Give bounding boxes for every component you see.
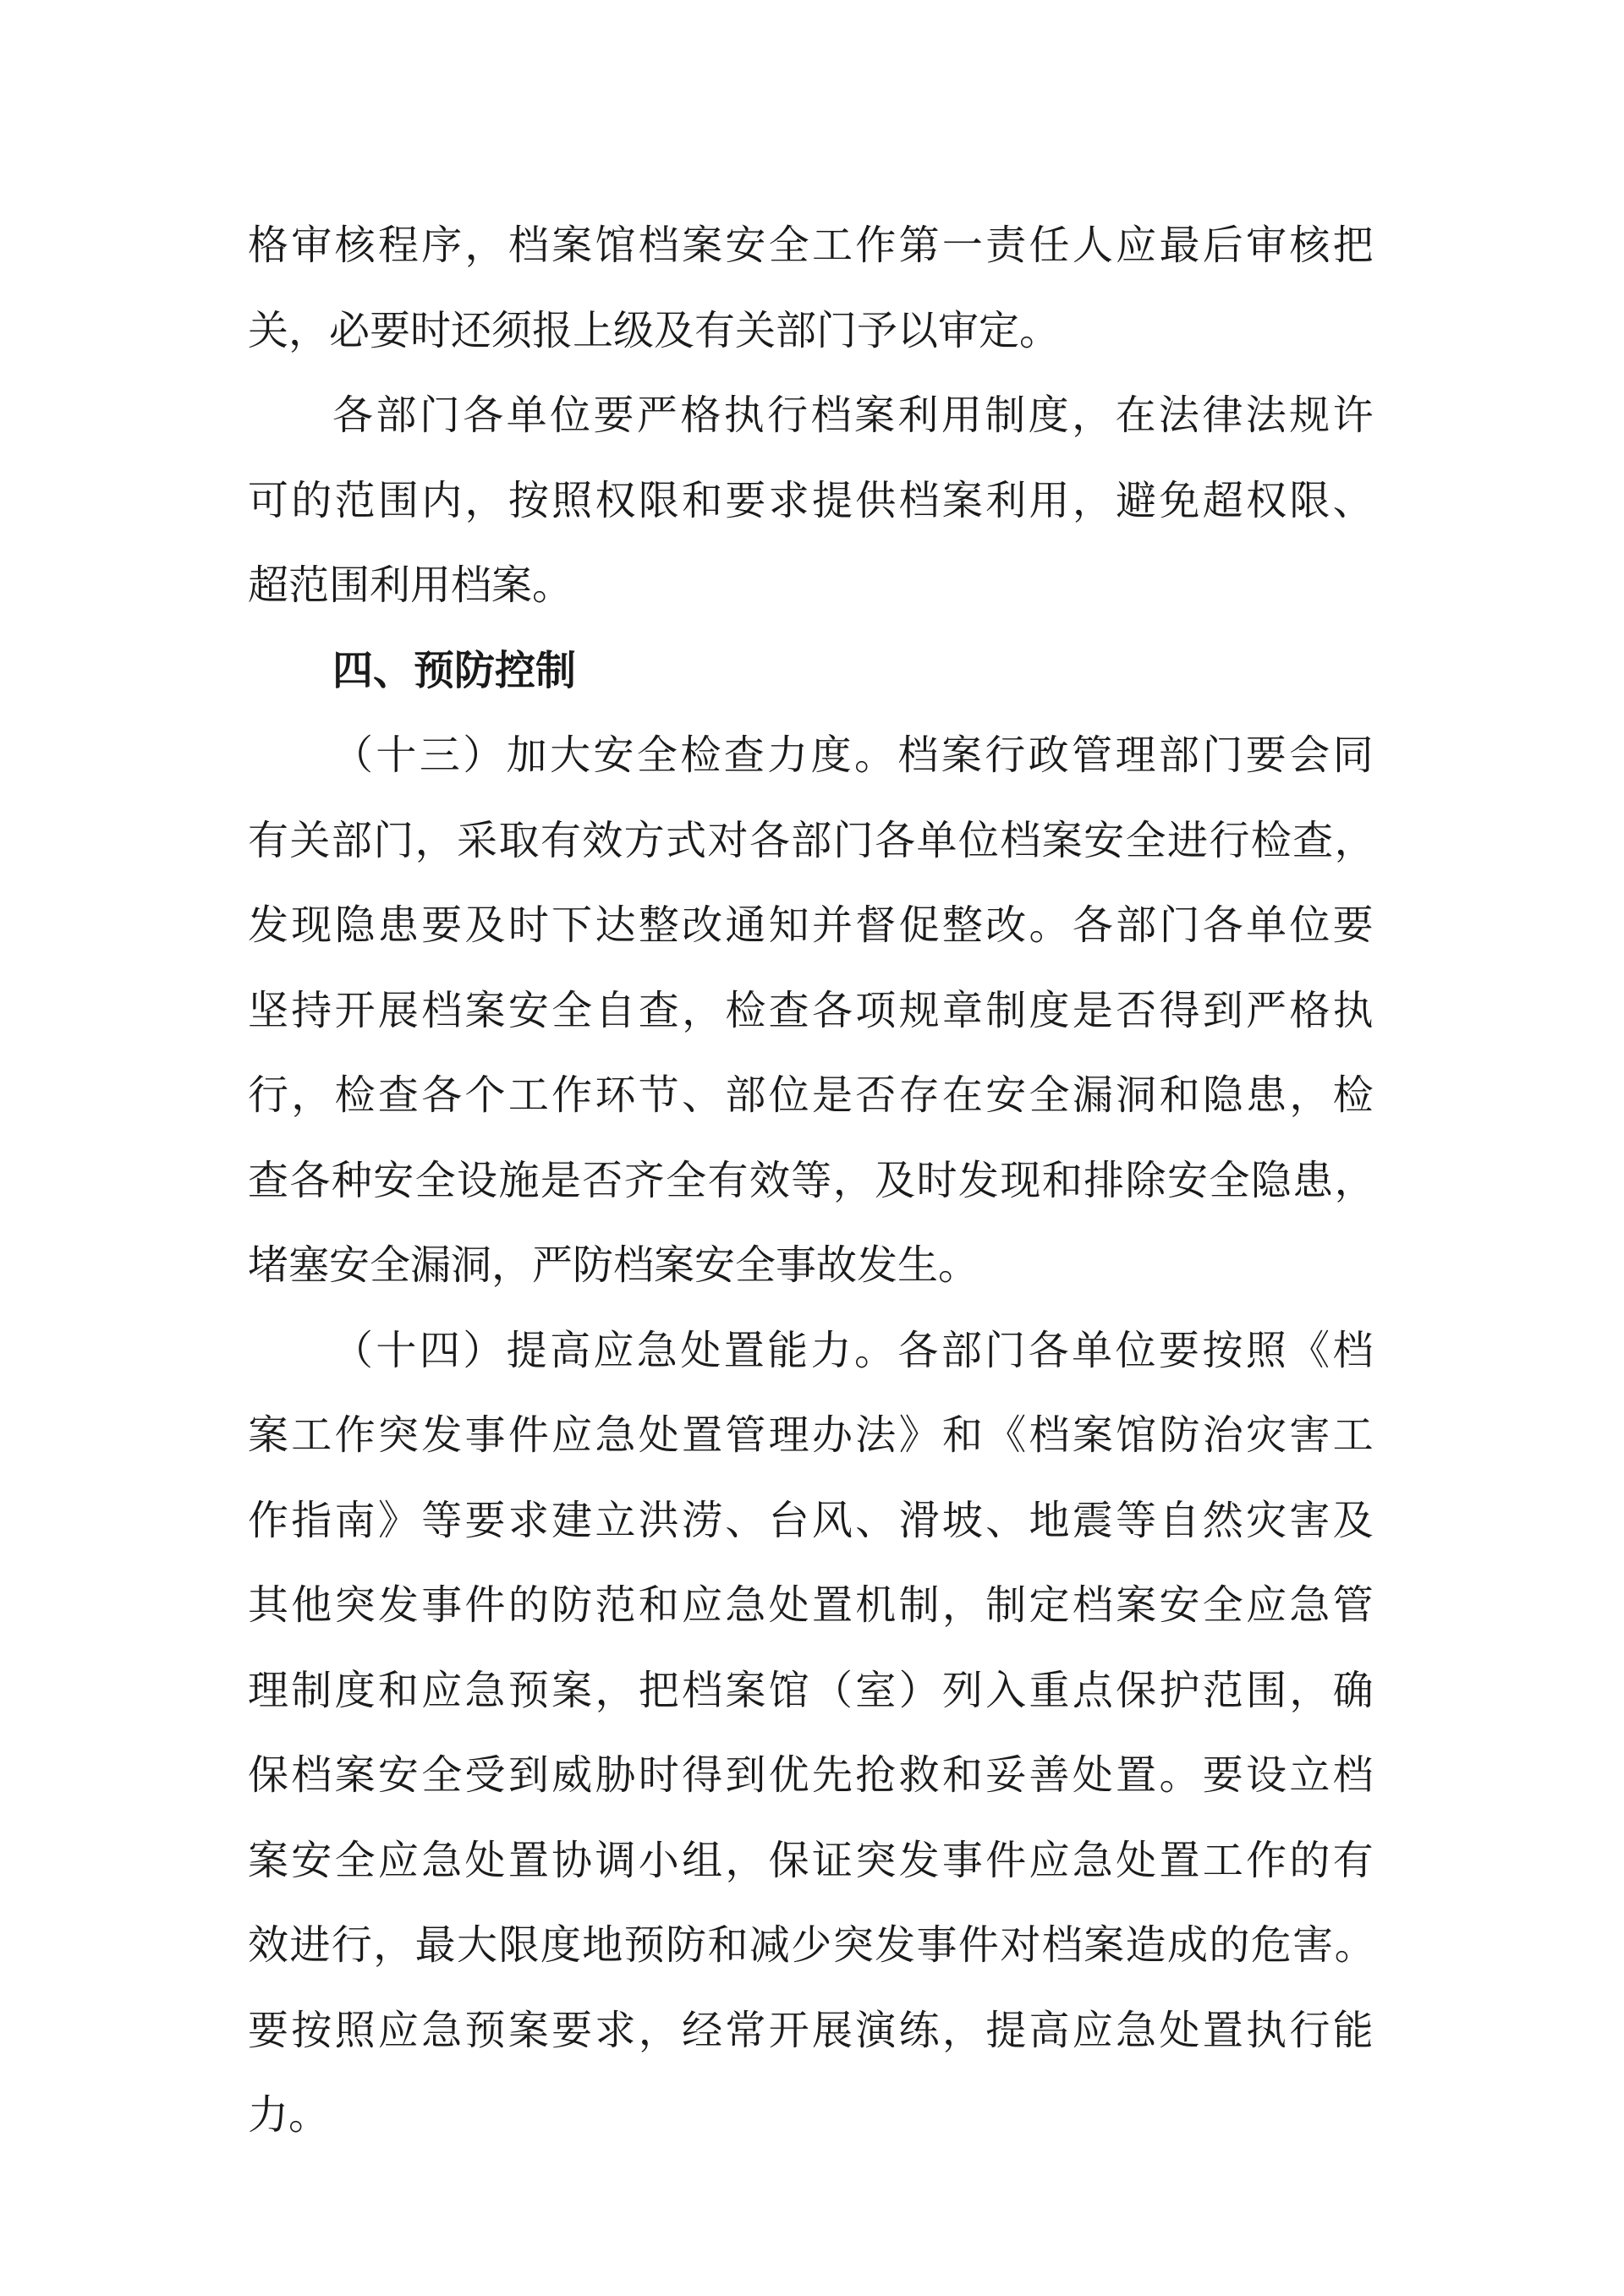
section-heading: 四、预防控制	[332, 646, 577, 694]
text-line: 作指南》等要求建立洪涝、台风、滑坡、地震等自然灾害及	[248, 1496, 1376, 1544]
text-line: 坚持开展档案安全自查，检查各项规章制度是否得到严格执	[248, 986, 1376, 1034]
paragraph-first-line: （十三）加大安全检查力度。档案行政管理部门要会同	[332, 732, 1376, 779]
text-line: 案工作突发事件应急处置管理办法》和《档案馆防治灾害工	[248, 1411, 1376, 1459]
text-line: 查各种安全设施是否齐全有效等，及时发现和排除安全隐患，	[248, 1156, 1376, 1204]
paragraph-first-line: （十四）提高应急处置能力。各部门各单位要按照《档	[332, 1326, 1376, 1374]
text-line: 效进行，最大限度地预防和减少突发事件对档案造成的危害。	[248, 1921, 1376, 1969]
text-line: 超范围利用档案。	[248, 562, 573, 609]
text-line: 发现隐患要及时下达整改通知并督促整改。各部门各单位要	[248, 901, 1376, 949]
text-line: 关，必要时还须报上级及有关部门予以审定。	[248, 306, 1061, 354]
text-line: 案安全应急处置协调小组，保证突发事件应急处置工作的有	[248, 1836, 1376, 1884]
text-line: 可的范围内，按照权限和要求提供档案利用，避免超权限、	[248, 476, 1376, 524]
text-line: 堵塞安全漏洞，严防档案安全事故发生。	[248, 1241, 979, 1289]
paragraph-first-line: 各部门各单位要严格执行档案利用制度，在法律法规许	[332, 392, 1376, 439]
text-line: 其他突发事件的防范和应急处置机制，制定档案安全应急管	[248, 1581, 1376, 1629]
text-line: 有关部门，采取有效方式对各部门各单位档案安全进行检查，	[248, 816, 1376, 864]
text-line: 要按照应急预案要求，经常开展演练，提高应急处置执行能	[248, 2006, 1376, 2054]
text-line: 力。	[248, 2091, 330, 2139]
text-line: 保档案安全受到威胁时得到优先抢救和妥善处置。要设立档	[248, 1751, 1376, 1799]
text-line: 理制度和应急预案，把档案馆（室）列入重点保护范围，确	[248, 1666, 1376, 1714]
text-line: 行，检查各个工作环节、部位是否存在安全漏洞和隐患，检	[248, 1071, 1376, 1119]
text-line: 格审核程序，档案馆档案安全工作第一责任人应最后审核把	[248, 222, 1376, 269]
